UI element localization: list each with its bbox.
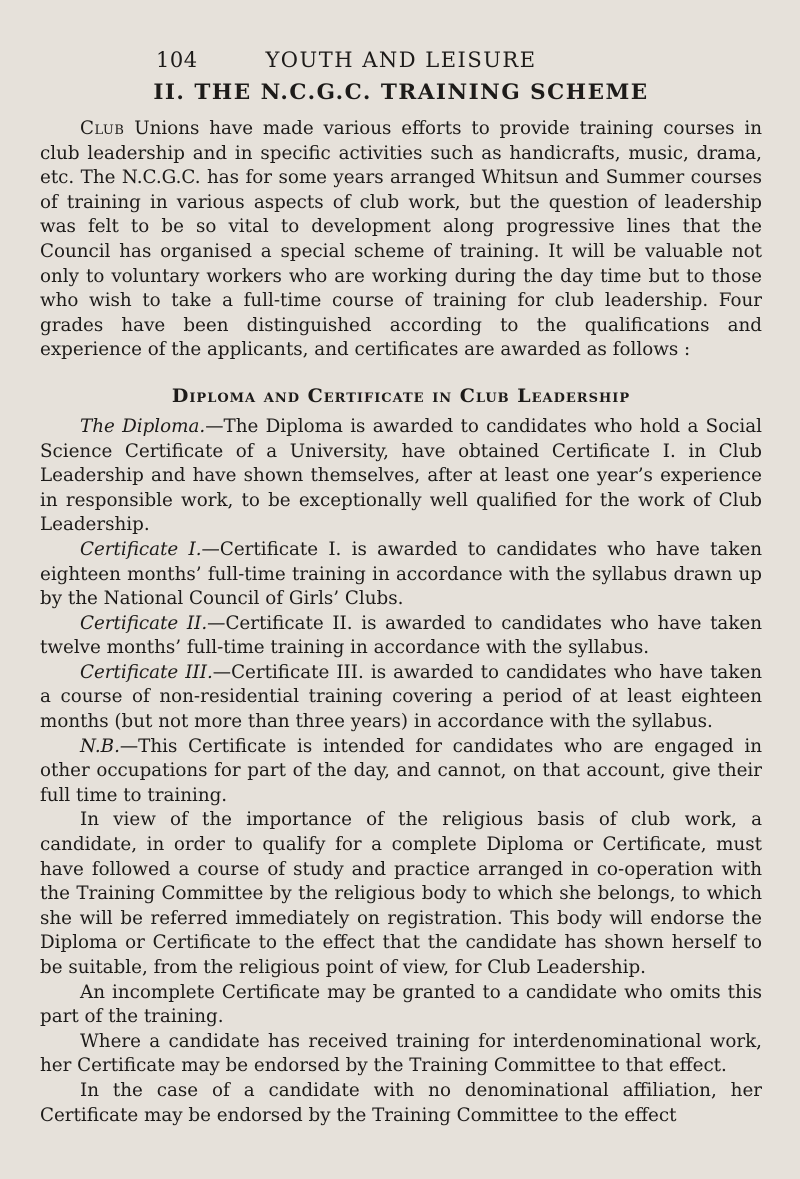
entry-term: N.B.: [80, 735, 120, 757]
intro-lead-word: Club: [80, 118, 125, 139]
body-paragraph-religious-basis: In view of the importance of the religious basis of club work, a candidate, in order to qualify for a complete Diploma or Certificate, must have followed a course of study and practice arranged in co-operation with the Training Committee by the religious body to which she belongs, to which she will be referred immediately on registration. This body will endorse the Diploma or Certificate to the effect that the candidate has shown herself to be suitable, from the religious point of view, for Club Leadership.: [40, 809, 762, 978]
running-head: [40, 48, 762, 80]
intro-text: Unions have made various efforts to provide training courses in club leadership and in specific activities such as handicrafts, music, drama, etc. The N.C.G.C. has for some years arranged Whitsun and Summer courses of training in various aspects of club work, but the question of leadership was felt to be so vital to development along progressive lines that the Council has organised a special scheme of training. It will be valuable not only to voluntary workers who are working during the day time but to those who wish to take a full-time course of training for club leadership. Four grades have been distinguished according to the qualifications and experience of the applicants, and certificates are awarded as follows :: [40, 118, 762, 361]
entry-text: —Certificate III. is awarded to candidates who have taken a course of non-residential training covering a period of at least eighteen months (but not more than three years) in accordance with the syllabus.: [40, 661, 762, 733]
entry-diploma: [40, 415, 762, 538]
entry-term: Certificate I.: [80, 538, 202, 560]
subheading-diploma-certificate: Diploma and Certificate in Club Leadership: [171, 384, 631, 407]
page-number: 104: [156, 48, 198, 72]
entry-term: The Diploma.: [80, 415, 206, 437]
intro-paragraph: [40, 117, 762, 363]
entry-term: Certificate III.: [80, 661, 213, 683]
entry-term: Certificate II.: [80, 612, 208, 634]
entry-text: —Certificate II. is awarded to candidates who have taken twelve months’ full-time training in accordance with the syllabus.: [40, 612, 762, 659]
section-title: II. THE N.C.G.C. TRAINING SCHEME: [153, 80, 649, 105]
entry-certificate-2: [40, 612, 762, 661]
entry-certificate-1: [40, 538, 762, 612]
body-paragraph-no-affiliation: In the case of a candidate with no denominational affiliation, her Certificate may be endorsed by the Training Committee to the effect: [40, 1079, 762, 1126]
entry-text: —Certificate I. is awarded to candidates who have taken eighteen months’ full-time training in accordance with the syllabus drawn up by the National Council of Girls’ Clubs.: [40, 538, 762, 610]
running-title: YOUTH AND LEISURE: [265, 48, 537, 72]
entry-text: —The Diploma is awarded to candidates who hold a Social Science Certificate of a University, have obtained Certificate I. in Club Leadership and have shown themselves, after at least one year’s experience in responsible work, to be exceptionally well qualified for the work of Club Leadership.: [40, 415, 763, 536]
entry-nb: [40, 735, 762, 809]
entry-certificate-3: [40, 661, 762, 735]
body-paragraph-interdenominational: Where a candidate has received training for interdenominational work, her Certificate may be endorsed by the Training Committee to that effect.: [40, 1030, 762, 1077]
body-paragraph-incomplete-certificate: An incomplete Certificate may be granted to a candidate who omits this part of the training.: [40, 981, 762, 1028]
entry-text: —This Certificate is intended for candidates who are engaged in other occupations for part of the day, and cannot, on that account, give their full time to training.: [40, 735, 762, 806]
